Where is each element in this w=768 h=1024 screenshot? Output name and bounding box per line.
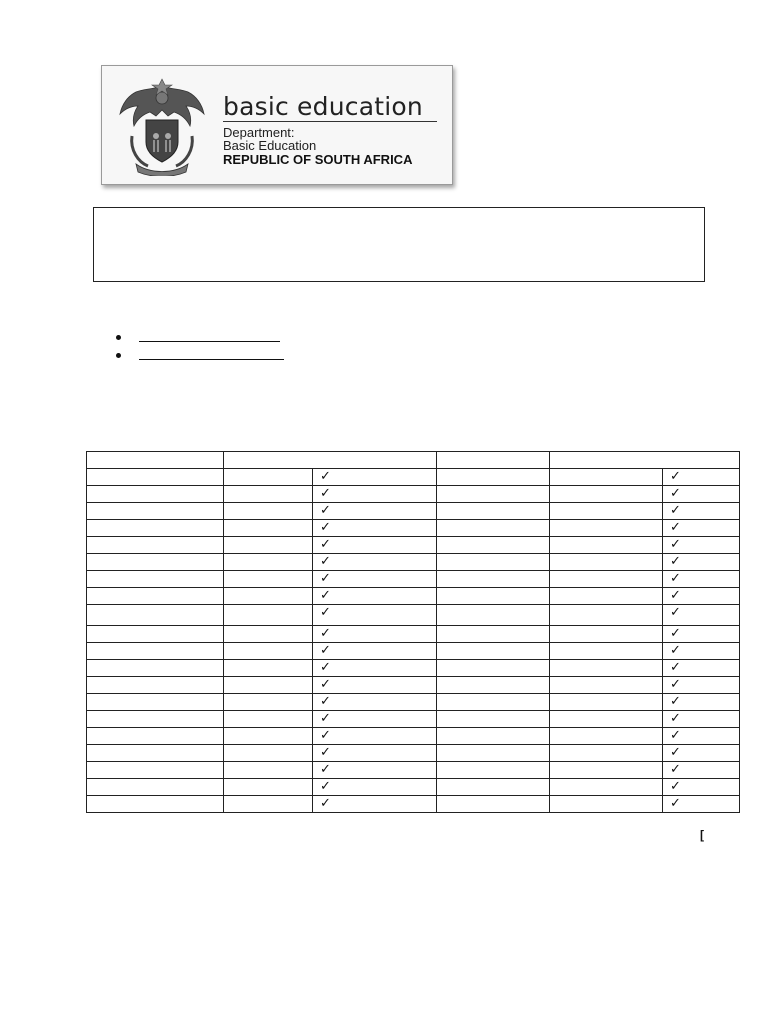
table-cell xyxy=(224,796,313,813)
table-cell xyxy=(550,728,663,745)
tick-cell: ✓ xyxy=(313,762,437,779)
table-cell xyxy=(550,469,663,486)
table-cell xyxy=(550,660,663,677)
table-cell xyxy=(437,728,550,745)
table-cell xyxy=(550,588,663,605)
table-cell xyxy=(437,745,550,762)
table-cell xyxy=(87,677,224,694)
header-cell xyxy=(224,452,437,469)
table-row xyxy=(87,571,740,588)
table-row xyxy=(87,745,740,762)
tick-cell: ✓ xyxy=(313,796,437,813)
table-cell xyxy=(87,605,224,626)
table-cell xyxy=(224,588,313,605)
table-cell xyxy=(550,762,663,779)
table-row xyxy=(87,503,740,520)
table-cell xyxy=(550,571,663,588)
table-cell xyxy=(550,796,663,813)
tick-cell: ✓ xyxy=(663,588,740,605)
brand-title: basic education xyxy=(223,92,423,121)
table-cell xyxy=(87,711,224,728)
table-cell xyxy=(550,503,663,520)
tick-cell: ✓ xyxy=(663,745,740,762)
table-cell xyxy=(224,762,313,779)
table-cell xyxy=(550,554,663,571)
table-cell xyxy=(87,503,224,520)
table-cell xyxy=(224,677,313,694)
tick-cell: ✓ xyxy=(663,694,740,711)
table-row xyxy=(87,694,740,711)
table-cell xyxy=(437,588,550,605)
bullet-dot-icon xyxy=(116,335,121,340)
table-cell xyxy=(87,626,224,643)
table-cell xyxy=(437,762,550,779)
table-cell xyxy=(550,605,663,626)
title-box xyxy=(93,207,705,282)
table-row xyxy=(87,711,740,728)
table-cell xyxy=(224,554,313,571)
table-cell xyxy=(224,745,313,762)
table-row xyxy=(87,486,740,503)
table-cell xyxy=(87,779,224,796)
header-cell xyxy=(550,452,740,469)
table-cell xyxy=(437,605,550,626)
table-cell xyxy=(224,503,313,520)
tick-cell: ✓ xyxy=(663,537,740,554)
table-cell xyxy=(87,745,224,762)
table-cell xyxy=(550,537,663,554)
tick-cell: ✓ xyxy=(663,503,740,520)
table-cell xyxy=(437,711,550,728)
total-mark-bracket: [ xyxy=(700,828,704,842)
table-header-row xyxy=(87,452,740,469)
table-row xyxy=(87,728,740,745)
table-cell xyxy=(550,694,663,711)
brand-divider xyxy=(223,121,437,122)
table-cell xyxy=(224,660,313,677)
table-row xyxy=(87,796,740,813)
tick-cell: ✓ xyxy=(663,677,740,694)
table-row xyxy=(87,588,740,605)
table-cell xyxy=(224,469,313,486)
table-cell xyxy=(437,554,550,571)
table-cell xyxy=(87,728,224,745)
tick-cell: ✓ xyxy=(663,643,740,660)
tick-cell: ✓ xyxy=(663,711,740,728)
tick-cell: ✓ xyxy=(663,660,740,677)
table-row xyxy=(87,643,740,660)
table-row xyxy=(87,626,740,643)
bullet-dot-icon xyxy=(116,353,121,358)
tick-cell: ✓ xyxy=(313,694,437,711)
table-cell xyxy=(224,694,313,711)
table-row xyxy=(87,469,740,486)
table-row xyxy=(87,605,740,626)
table-cell xyxy=(87,469,224,486)
table-cell xyxy=(224,626,313,643)
table-cell xyxy=(87,796,224,813)
tick-cell: ✓ xyxy=(663,762,740,779)
table-cell xyxy=(437,779,550,796)
table-cell xyxy=(224,486,313,503)
table-cell xyxy=(87,554,224,571)
bullet-underline xyxy=(139,359,284,360)
tick-cell: ✓ xyxy=(313,520,437,537)
tick-cell: ✓ xyxy=(313,643,437,660)
tick-cell: ✓ xyxy=(313,626,437,643)
table-cell xyxy=(550,643,663,660)
tick-cell: ✓ xyxy=(313,588,437,605)
table-cell xyxy=(87,520,224,537)
table-row xyxy=(87,779,740,796)
table-cell xyxy=(87,537,224,554)
table-cell xyxy=(437,796,550,813)
table-cell xyxy=(550,711,663,728)
table-cell xyxy=(224,728,313,745)
header-cell xyxy=(87,452,224,469)
tick-cell: ✓ xyxy=(663,605,740,626)
table-cell xyxy=(224,520,313,537)
table-row xyxy=(87,520,740,537)
table-row xyxy=(87,537,740,554)
tick-cell: ✓ xyxy=(663,520,740,537)
table-cell xyxy=(87,571,224,588)
table-row xyxy=(87,762,740,779)
table-cell xyxy=(437,660,550,677)
table-cell xyxy=(437,694,550,711)
tick-cell: ✓ xyxy=(313,571,437,588)
tick-cell: ✓ xyxy=(313,711,437,728)
table-cell xyxy=(437,626,550,643)
table-cell xyxy=(224,643,313,660)
table-cell xyxy=(224,779,313,796)
country-name: REPUBLIC OF SOUTH AFRICA xyxy=(223,152,413,167)
tick-cell: ✓ xyxy=(313,537,437,554)
table-cell xyxy=(437,571,550,588)
table-cell xyxy=(437,537,550,554)
header-cell xyxy=(437,452,550,469)
table-cell xyxy=(437,503,550,520)
table-cell xyxy=(87,486,224,503)
tick-cell: ✓ xyxy=(663,554,740,571)
table-cell xyxy=(550,626,663,643)
table-cell xyxy=(550,779,663,796)
table-cell xyxy=(437,643,550,660)
marking-table xyxy=(86,451,739,813)
table-cell xyxy=(437,677,550,694)
table-cell xyxy=(224,605,313,626)
department-logo-banner xyxy=(101,65,453,185)
bullet-underline xyxy=(139,341,280,342)
table-cell xyxy=(87,660,224,677)
tick-cell: ✓ xyxy=(663,486,740,503)
table-row xyxy=(87,677,740,694)
tick-cell: ✓ xyxy=(663,779,740,796)
tick-cell: ✓ xyxy=(313,728,437,745)
table-cell xyxy=(224,571,313,588)
table-cell xyxy=(87,762,224,779)
tick-cell: ✓ xyxy=(313,677,437,694)
tick-cell: ✓ xyxy=(313,745,437,762)
tick-cell: ✓ xyxy=(663,469,740,486)
tick-cell: ✓ xyxy=(313,554,437,571)
table-cell xyxy=(224,537,313,554)
tick-cell: ✓ xyxy=(313,779,437,796)
table-cell xyxy=(550,745,663,762)
tick-cell: ✓ xyxy=(313,660,437,677)
tick-cell: ✓ xyxy=(663,626,740,643)
table-cell xyxy=(87,643,224,660)
tick-cell: ✓ xyxy=(663,571,740,588)
table-cell xyxy=(437,520,550,537)
table-row xyxy=(87,660,740,677)
table-cell xyxy=(550,486,663,503)
coat-of-arms-icon xyxy=(116,76,208,176)
tick-cell: ✓ xyxy=(313,469,437,486)
department-name: Basic Education xyxy=(223,138,317,153)
table-cell xyxy=(224,711,313,728)
table-cell xyxy=(87,588,224,605)
department-label: Department: xyxy=(223,125,295,140)
tick-cell: ✓ xyxy=(663,796,740,813)
table-cell xyxy=(550,520,663,537)
tick-cell: ✓ xyxy=(663,728,740,745)
table-cell xyxy=(437,469,550,486)
table-row xyxy=(87,554,740,571)
table-cell xyxy=(550,677,663,694)
tick-cell: ✓ xyxy=(313,486,437,503)
tick-cell: ✓ xyxy=(313,605,437,626)
table-cell xyxy=(437,486,550,503)
table-cell xyxy=(87,694,224,711)
tick-cell: ✓ xyxy=(313,503,437,520)
